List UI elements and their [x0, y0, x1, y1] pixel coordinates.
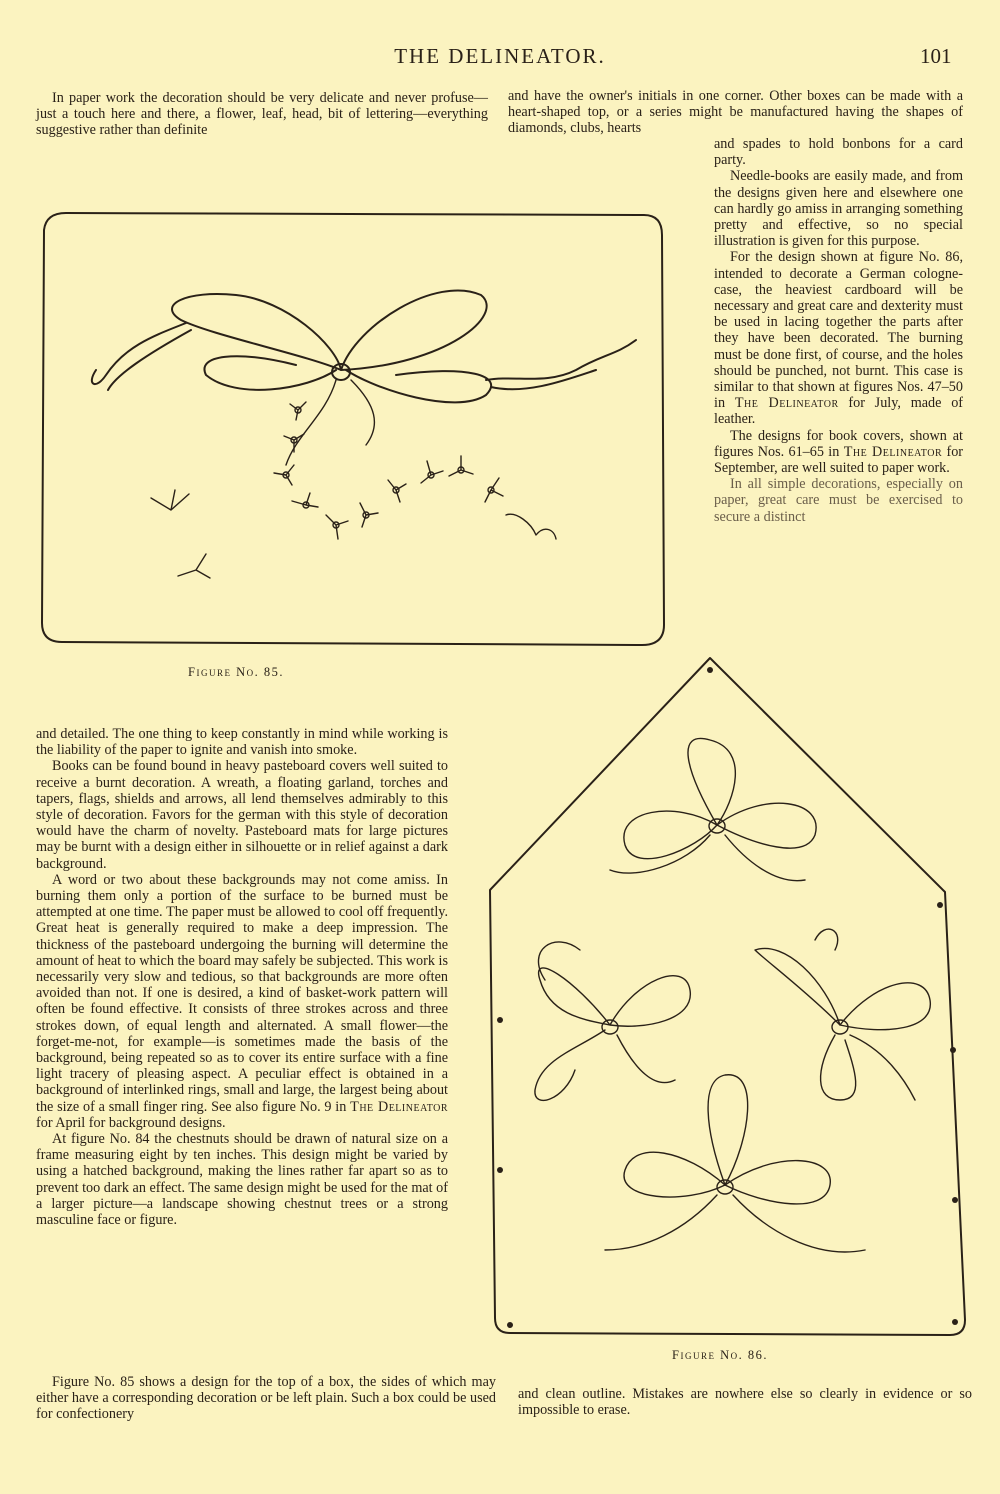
magazine-name: The Delineator — [350, 1098, 449, 1115]
page-number: 101 — [920, 44, 952, 68]
page-title: THE DELINEATOR. — [394, 44, 606, 68]
intro-left-paragraph — [36, 90, 488, 139]
left-col-p3-tail: for April for background designs. — [36, 1114, 226, 1131]
right-col-p3-tail: for July, made of leather. — [714, 395, 964, 428]
left-col-p5: Figure No. 85 shows a design for the top of a box, the sides of which may either have a corresponding decoration or be left plain. Such a box could be used for confectionery — [36, 1374, 496, 1423]
figure-86-illustration — [485, 650, 975, 1345]
figure-85-illustration — [36, 205, 666, 650]
right-col-p3 — [714, 249, 963, 427]
right-column — [714, 136, 963, 525]
bottom-right-text: and clean outline. Mistakes are nowhere else so clearly in evidence or so impossible to erase. — [518, 1386, 972, 1419]
left-col-p3-text: A word or two about these backgrounds may not come amiss. In burning them only a portion of the surface to be burned must be attempted at one time. The paper must be allowed to cool off frequently. Great heat is generally required to make a deep impression. The thickness of the pasteboard undergoing the burning will determine the amount of heat to which the board may safely be subjected. This work is necessarily very slow and tedious, so that backgrounds are more often avoided than not. If one is desired, a kind of basket-work pattern will often be found effective. It consists of three strokes across and three strokes down, of equal length and alternated. A small flower—the forget-me-not, for example—is sometimes made the basis of the background, being repeated so as to cover its entire surface with a fine light tracery of pleasing aspect. A peculiar effect is obtained in a background of interlinked rings, small and large, the largest being about the size of a small finger ring. See also figure No. 9 in — [36, 871, 448, 1115]
right-col-p3-text: For the design shown at figure No. 86, intended to decorate a German cologne-case, the heaviest cardboard will be necessary and great care and dexterity must be used in lacing together the parts after they have been decorated. The burning must be done first, of course, and the holes should be punched, not burnt. This case is similar to that shown at figures Nos. 47–50 in — [714, 249, 963, 412]
right-col-p2: Needle-books are easily made, and from the designs given here and elsewhere one can hardly go amiss in arranging something pretty and effective, so no special illustration is given for this purpose. — [714, 168, 963, 250]
left-col-p3 — [36, 872, 448, 1131]
left-column — [36, 726, 448, 1228]
intro-right-paragraph — [508, 88, 963, 137]
bottom-right-paragraph — [518, 1386, 972, 1418]
figure-85-caption: Figure No. 85. — [188, 665, 284, 679]
right-col-p1: and spades to hold bonbons for a card party. — [714, 136, 963, 169]
left-col-p1: and detailed. The one thing to keep constantly in mind while working is the liability of the paper to ignite and vanish into smoke. — [36, 726, 448, 759]
right-col-p4-text: The designs for book covers, shown at figures Nos. 61–65 in — [714, 427, 963, 460]
intro-left-text: In paper work the decoration should be very delicate and never profuse—just a touch here and there, a flower, leaf, head, bit of lettering—everything suggestive rather than definite — [36, 90, 488, 139]
magazine-name: The Delineator — [734, 395, 839, 412]
figure-86-caption: Figure No. 86. — [672, 1348, 768, 1362]
right-col-p4-tail: for September, are well suited to paper work. — [714, 443, 964, 477]
intro-right-text: and have the owner's initials in one corner. Other boxes can be made with a heart-shaped top, or a series might be manufactured having the shapes of diamonds, clubs, hearts — [508, 88, 963, 137]
left-col-p2: Books can be found bound in heavy pasteboard covers well suited to receive a burnt decoration. A wreath, a floating garland, torches and tapers, flags, shields and arrows, all lend themselves admirably to this style of decoration. Favors for the german with this style of decoration would have the charm of novelty. Pasteboard mats for large pictures may be burnt with a design either in silhouette or in relief against a dark background. — [36, 758, 448, 872]
magazine-name: The Delineator — [843, 443, 943, 460]
right-col-p4 — [714, 428, 963, 477]
right-col-p5: In all simple decorations, especially on paper, great care must be exercised to secure a distinct — [714, 476, 963, 525]
left-col-p4: At figure No. 84 the chestnuts should be drawn of natural size on a frame measuring eight by ten inches. This design might be varied by using a hatched background, making the lines rather far apart so as to prevent too dark an effect. The same design might be used for the mat of a larger picture—a landscape showing chestnut trees or a strong masculine face or figure. — [36, 1131, 448, 1229]
left-column-bottom — [36, 1374, 496, 1423]
